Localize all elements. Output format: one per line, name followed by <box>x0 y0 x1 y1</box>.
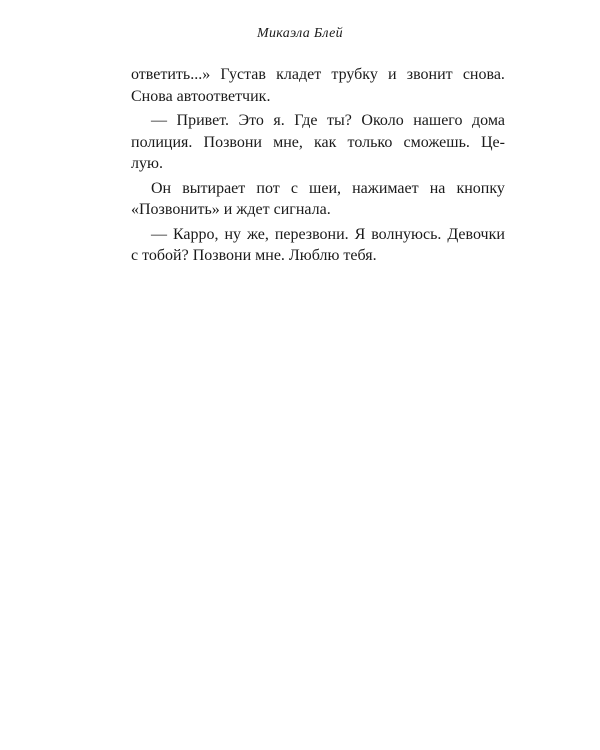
text-line: — Привет. Это я. Где ты? Около нашего дома <box>151 112 505 129</box>
paragraph-1 <box>131 64 505 107</box>
paragraph-4 <box>131 224 505 267</box>
text-line: Снова автоответчик. <box>131 87 271 105</box>
paragraph-2 <box>131 110 505 175</box>
text-line: «Позвонить» и ждет сигнала. <box>131 201 331 218</box>
text-line: — Карро, ну же, перезвони. Я волнуюсь. Девочки <box>151 225 505 243</box>
text-line: лую. <box>131 155 163 172</box>
paragraph-3 <box>131 178 505 221</box>
running-head-author: Микаэла Блей <box>257 26 343 41</box>
text-line: Он вытирает пот с шеи, нажимает на кнопку <box>151 179 505 197</box>
body-text <box>131 64 505 270</box>
text-line: ответить...» Густав кладет трубку и звонит снова. <box>131 66 505 83</box>
text-line: с тобой? Позвони мне. Люблю тебя. <box>131 247 377 264</box>
text-line: полиция. Позвони мне, как только сможешь. Це- <box>131 133 505 151</box>
